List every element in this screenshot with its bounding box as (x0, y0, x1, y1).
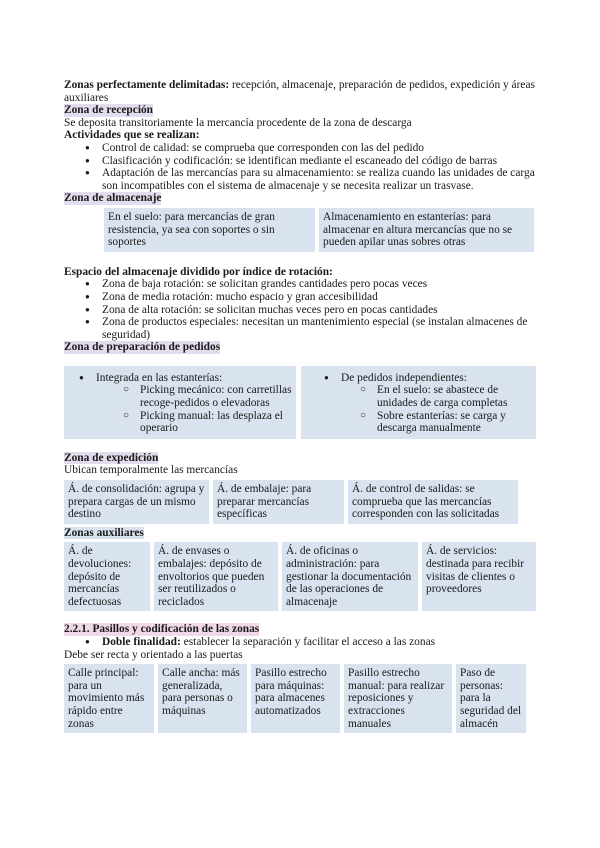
activities-list (64, 142, 536, 192)
list-item: ● Zona de baja rotación: se solicitan grandes cantidades pero pocas veces (102, 278, 536, 291)
almacenaje-cell-suelo: En el suelo: para mercancías de gran resistencia, ya sea con soportes o sin soportes (104, 208, 315, 252)
expedicion-heading: Zona de expedición (64, 451, 159, 464)
rotacion-list (64, 278, 536, 341)
expedicion-cell-control-salidas: Á. de control de salidas: se comprueba que las mercancías corresponden con las solicitadas (348, 480, 518, 524)
list-item: ○ Sobre estanterías: se carga y descarga manualmente (377, 410, 532, 435)
preparacion-right-label: ● De pedidos independientes: (341, 372, 532, 385)
preparacion-cell-independientes (301, 366, 536, 439)
expedicion-cell-embalaje: Á. de embalaje: para preparar mercancías específicas (213, 480, 344, 524)
list-item (102, 636, 536, 649)
pasillos-list (64, 636, 536, 649)
preparacion-heading: Zona de preparación de pedidos (64, 341, 221, 354)
document-content (64, 79, 536, 733)
pasillos-cell-personas: Paso de personas: para la seguridad del almacén (456, 664, 526, 733)
list-item: ○ Picking manual: las desplaza el operario (140, 410, 292, 435)
auxiliares-cell-envases: Á. de envases o embalajes: depósito de envoltorios que pueden ser reutilizados o reciclados (154, 542, 278, 611)
list-item: ● Zona de media rotación: mucho espacio y gran accesibilidad (102, 291, 536, 304)
pasillos-bullet-label: Doble finalidad: (102, 635, 181, 648)
intro-paragraph (64, 79, 536, 104)
pasillos-bullet-text: establecer la separación y facilitar el acceso a las zonas (180, 635, 436, 648)
pasillos-cell-maquinas: Pasillo estrecho para máquinas: para almacenes automatizados (251, 664, 340, 733)
pasillos-cell-principal: Calle principal: para un movimiento más rápido entre zonas (64, 664, 154, 733)
preparacion-left-label: ● Integrada en las estanterías: (96, 372, 292, 385)
list-item: ● Adaptación de las mercancías para su almacenamiento: se realiza cuando las unidades de carga son incompatibles con el sistema de almacenaje y se necesita realizar un trasvase. (102, 167, 536, 192)
auxiliares-cell-servicios: Á. de servicios: destinada para recibir visitas de clientes o proveedores (422, 542, 536, 611)
almacenaje-table (104, 208, 536, 252)
auxiliares-table (64, 542, 536, 611)
list-item: ○ En el suelo: se abastece de unidades de carga completas (377, 384, 532, 409)
preparacion-cell-estanterias (64, 366, 296, 439)
activities-title: Actividades que se realizan: (64, 129, 200, 142)
expedicion-table (64, 480, 536, 524)
auxiliares-cell-oficinas: Á. de oficinas o administración: para gestionar la documentación de las operaciones de almacenaje (282, 542, 418, 611)
almacenaje-heading: Zona de almacenaje (64, 192, 162, 205)
rotacion-title: Espacio del almacenaje dividido por índice de rotación: (64, 265, 333, 278)
expedicion-desc: Ubican temporalmente las mercancías (64, 464, 238, 477)
list-item: ○ Picking mecánico: con carretillas recoge-pedidos o elevadoras (140, 384, 292, 409)
pasillos-note: Debe ser recta y orientado a las puertas (64, 648, 243, 661)
pasillos-cell-manual: Pasillo estrecho manual: para realizar reposiciones y extracciones manuales (344, 664, 452, 733)
pasillos-heading: 2.2.1. Pasillos y codificación de las zonas (64, 623, 260, 636)
pasillos-cell-ancha: Calle ancha: más generalizada, para personas o máquinas (158, 664, 247, 733)
pasillos-table (64, 664, 536, 733)
list-item: ● Clasificación y codificación: se identifican mediante el escaneado del código de barras (102, 155, 536, 168)
recepcion-desc: Se deposita transitoriamente la mercancía procedente de la zona de descarga (64, 116, 412, 129)
list-item: ● Zona de productos especiales: necesitan un mantenimiento especial (se instalan almacenes de seguridad) (102, 316, 536, 341)
recepcion-heading: Zona de recepción (64, 104, 154, 117)
almacenaje-cell-estanterias: Almacenamiento en estanterías: para almacenar en altura mercancías que no se pueden apilar unas sobres otras (319, 208, 534, 252)
preparacion-table (64, 366, 536, 439)
list-item: ● Zona de alta rotación: se solicitan muchas veces pero en pocas cantidades (102, 304, 536, 317)
auxiliares-cell-devoluciones: Á. de devoluciones: depósito de mercancías defectuosas (64, 542, 150, 611)
intro-text: recepción, almacenaje, preparación de pedidos, expedición y áreas auxiliares (64, 79, 535, 104)
list-item: ● Control de calidad: se comprueba que corresponden con las del pedido (102, 142, 536, 155)
expedicion-cell-consolidacion: Á. de consolidación: agrupa y prepara cargas de un mismo destino (64, 480, 209, 524)
auxiliares-heading: Zonas auxiliares (64, 526, 144, 539)
intro-label: Zonas perfectamente delimitadas: (64, 79, 230, 91)
